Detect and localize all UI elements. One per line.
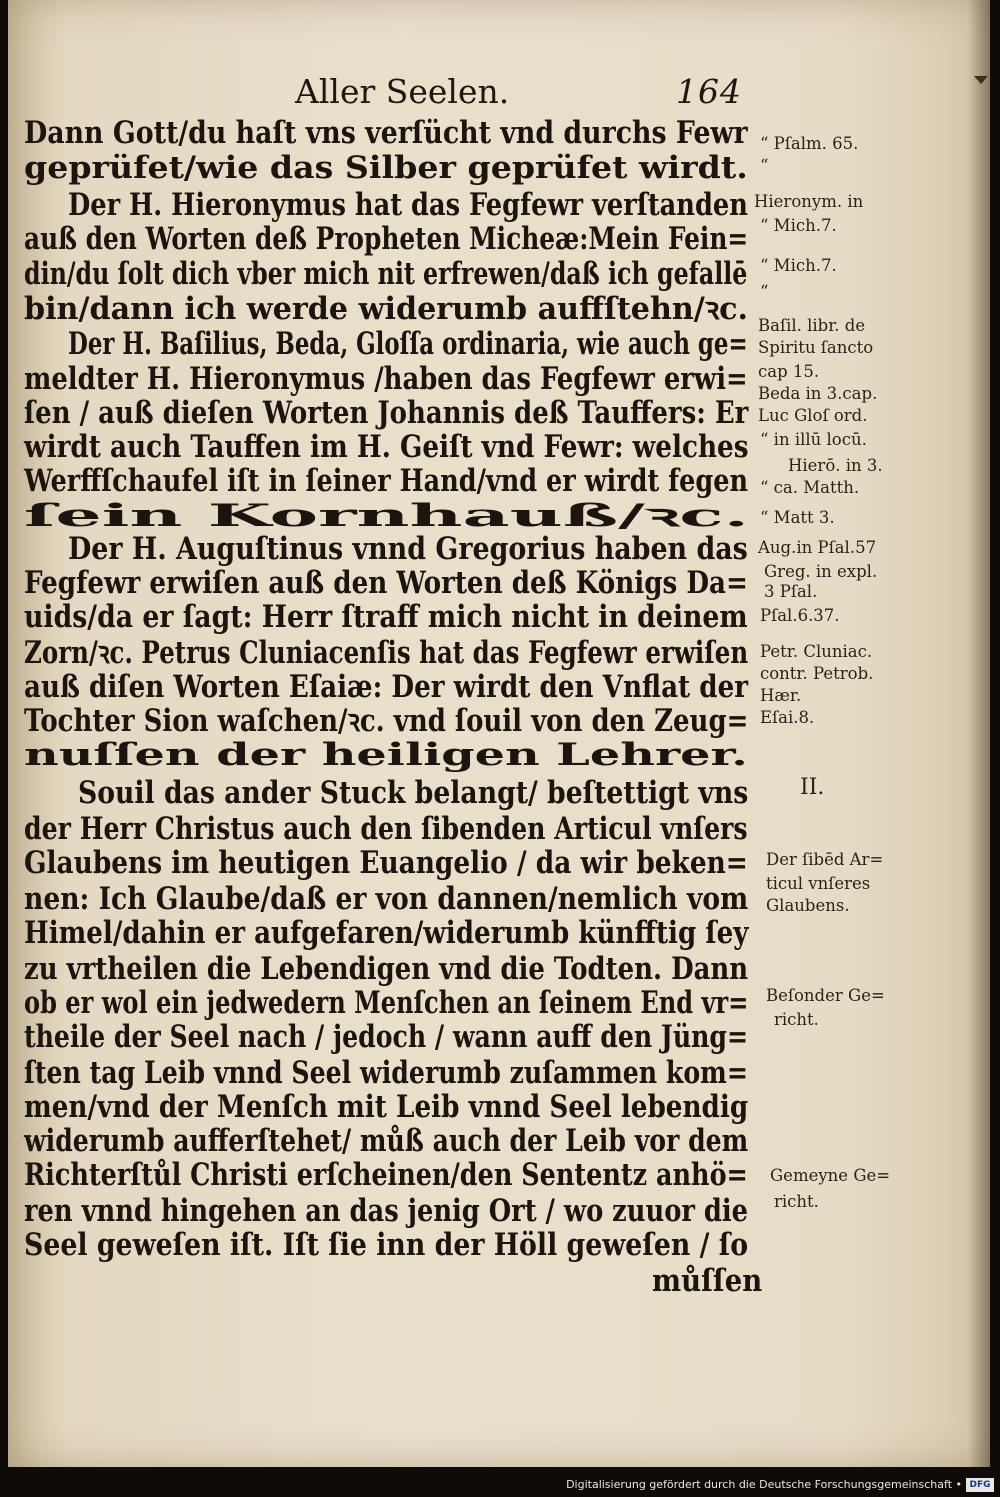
text-line: Dann Gott/du haſt vns verſücht vnd durchs Fewr	[24, 115, 748, 151]
margin-note: ticul vnſeres	[766, 874, 871, 893]
margin-note: contr. Petrob.	[760, 664, 874, 683]
text-line: ob er wol ein jedwedern Menſchen an ſeinem End vr=	[24, 985, 749, 1021]
margin-note: 3 Pſal.	[764, 582, 818, 601]
text-line: wirdt auch Tauffen im H. Geiſt vnd Fewr: welches	[24, 429, 749, 465]
text-line: Glaubens im heutigen Euangelio / da wir beken=	[24, 845, 748, 881]
margin-note: “ in illū locū.	[760, 430, 867, 449]
text-line: zu vrtheilen die Lebendigen vnd die Todten. Dann	[24, 951, 749, 987]
margin-note: “	[760, 282, 769, 301]
margin-note: “ Mich.7.	[760, 256, 837, 275]
text-line: ſen / auß dieſen Worten Johannis deß Tauffers: Er	[24, 395, 749, 431]
text-line: Der H. Baſilius, Beda, Gloſſa ordinaria, wie auch ge=	[68, 326, 748, 362]
footer-credit: Digitalisierung gefördert durch die Deutsche Forschungsgemeinschaft •	[566, 1478, 962, 1491]
dfg-logo: DFG	[966, 1478, 994, 1492]
margin-section-number: II.	[800, 775, 825, 800]
margin-note: Der ſibēd Ar=	[766, 850, 884, 869]
text-line: auß diſen Worten Eſaiæ: Der wirdt den Vnflat der	[24, 669, 749, 705]
margin-note: “ Mich.7.	[760, 216, 837, 235]
text-line: Werffſchaufel iſt in ſeiner Hand/vnd er wirdt fegen	[24, 463, 748, 499]
book-page	[8, 0, 990, 1467]
catchword: můſſen	[652, 1263, 763, 1299]
text-line: widerumb aufferſtehet/ můß auch der Leib vor dem	[24, 1123, 749, 1159]
margin-note: richt.	[774, 1192, 819, 1211]
margin-note: Greg. in expl.	[764, 562, 878, 581]
text-line: Der H. Hieronymus hat das Fegfewr verſtanden	[68, 187, 748, 223]
text-line: auß den Worten deß Propheten Micheæ:Mein Fein=	[24, 221, 749, 257]
running-title: Aller Seelen.	[295, 72, 510, 111]
margin-note: cap 15.	[758, 362, 820, 381]
footer-bar	[0, 1476, 1000, 1497]
margin-note: Hierō. in 3.	[788, 456, 883, 475]
margin-note: Eſai.8.	[760, 708, 815, 727]
margin-note: Hieronym. in	[754, 192, 864, 211]
margin-note: Luc Gloſ ord.	[758, 406, 868, 425]
page-number: 164	[676, 72, 742, 111]
margin-note: “	[760, 156, 769, 175]
margin-note: richt.	[774, 1010, 819, 1029]
margin-note: Petr. Cluniac.	[760, 642, 873, 661]
text-line: Seel geweſen iſt. Iſt ſie inn der Höll geweſen / ſo	[24, 1227, 749, 1263]
margin-note: “ Pſalm. 65.	[760, 134, 859, 153]
margin-note: Beſonder Ge=	[766, 986, 885, 1005]
margin-note: Glaubens.	[766, 896, 850, 915]
text-line: theile der Seel nach / jedoch / wann auff den Jüng=	[24, 1019, 749, 1055]
margin-note: Baſil. libr. de	[758, 316, 866, 335]
margin-note: Beda in 3.cap.	[758, 384, 878, 403]
margin-note: “ ca. Matth.	[760, 478, 860, 497]
text-line: geprüfet/wie das Silber geprüfet wirdt.	[24, 150, 748, 186]
text-line: bin/dann ich werde widerumb auffſtehn/ꝛc.	[24, 291, 748, 327]
text-line: Fegfewr erwiſen auß den Worten deß Königs Da=	[24, 565, 748, 601]
page-edge-shadow	[968, 0, 990, 1467]
text-line: Der H. Auguſtinus vnnd Gregorius haben das	[68, 531, 748, 567]
text-line: Tochter Sion waſchen/ꝛc. vnd ſouil von den Zeug=	[24, 703, 749, 739]
text-line: ſein Kornhauß/ꝛc.	[24, 498, 750, 534]
text-line: nen: Ich Glaube/daß er von dannen/nemlich vom	[24, 881, 749, 917]
corner-mark-icon	[974, 76, 988, 84]
text-line: Souil das ander Stuck belangt/ beſtettigt vns	[78, 775, 749, 811]
margin-note: Spiritu ſancto	[758, 338, 874, 357]
margin-note: Aug.in Pſal.57	[758, 538, 877, 557]
text-line: der Herr Christus auch den ſibenden Articul vnſers	[24, 811, 748, 847]
text-line: uids/da er ſagt: Herr ſtraff mich nicht in deinem	[24, 599, 748, 635]
text-line: ſten tag Leib vnnd Seel widerumb zuſammen kom=	[24, 1055, 748, 1091]
text-line: ren vnnd hingehen an das jenig Ort / wo zuuor die	[24, 1193, 749, 1229]
text-line: Richterſtůl Christi erſcheinen/den Sententz anhö=	[24, 1157, 748, 1193]
text-line: men/vnd der Menſch mit Leib vnnd Seel lebendig	[24, 1089, 749, 1125]
text-line: Zorn/ꝛc. Petrus Cluniacenſis hat das Fegfewr erwiſen	[24, 635, 749, 671]
margin-note: Hær.	[760, 686, 802, 705]
text-line: nuſſen der heiligen Lehrer.	[24, 737, 748, 773]
text-line: din/du ſolt dich vber mich nit erfrewen/daß ich gefallē	[24, 256, 748, 292]
text-line: meldter H. Hieronymus /haben das Fegfewr erwi=	[24, 361, 748, 397]
margin-note: Gemeyne Ge=	[770, 1166, 891, 1185]
margin-note: Pſal.6.37.	[760, 606, 840, 625]
margin-note: “ Matt 3.	[760, 508, 835, 527]
text-line: Himel/dahin er aufgefaren/widerumb künfftig ſey	[24, 915, 749, 951]
